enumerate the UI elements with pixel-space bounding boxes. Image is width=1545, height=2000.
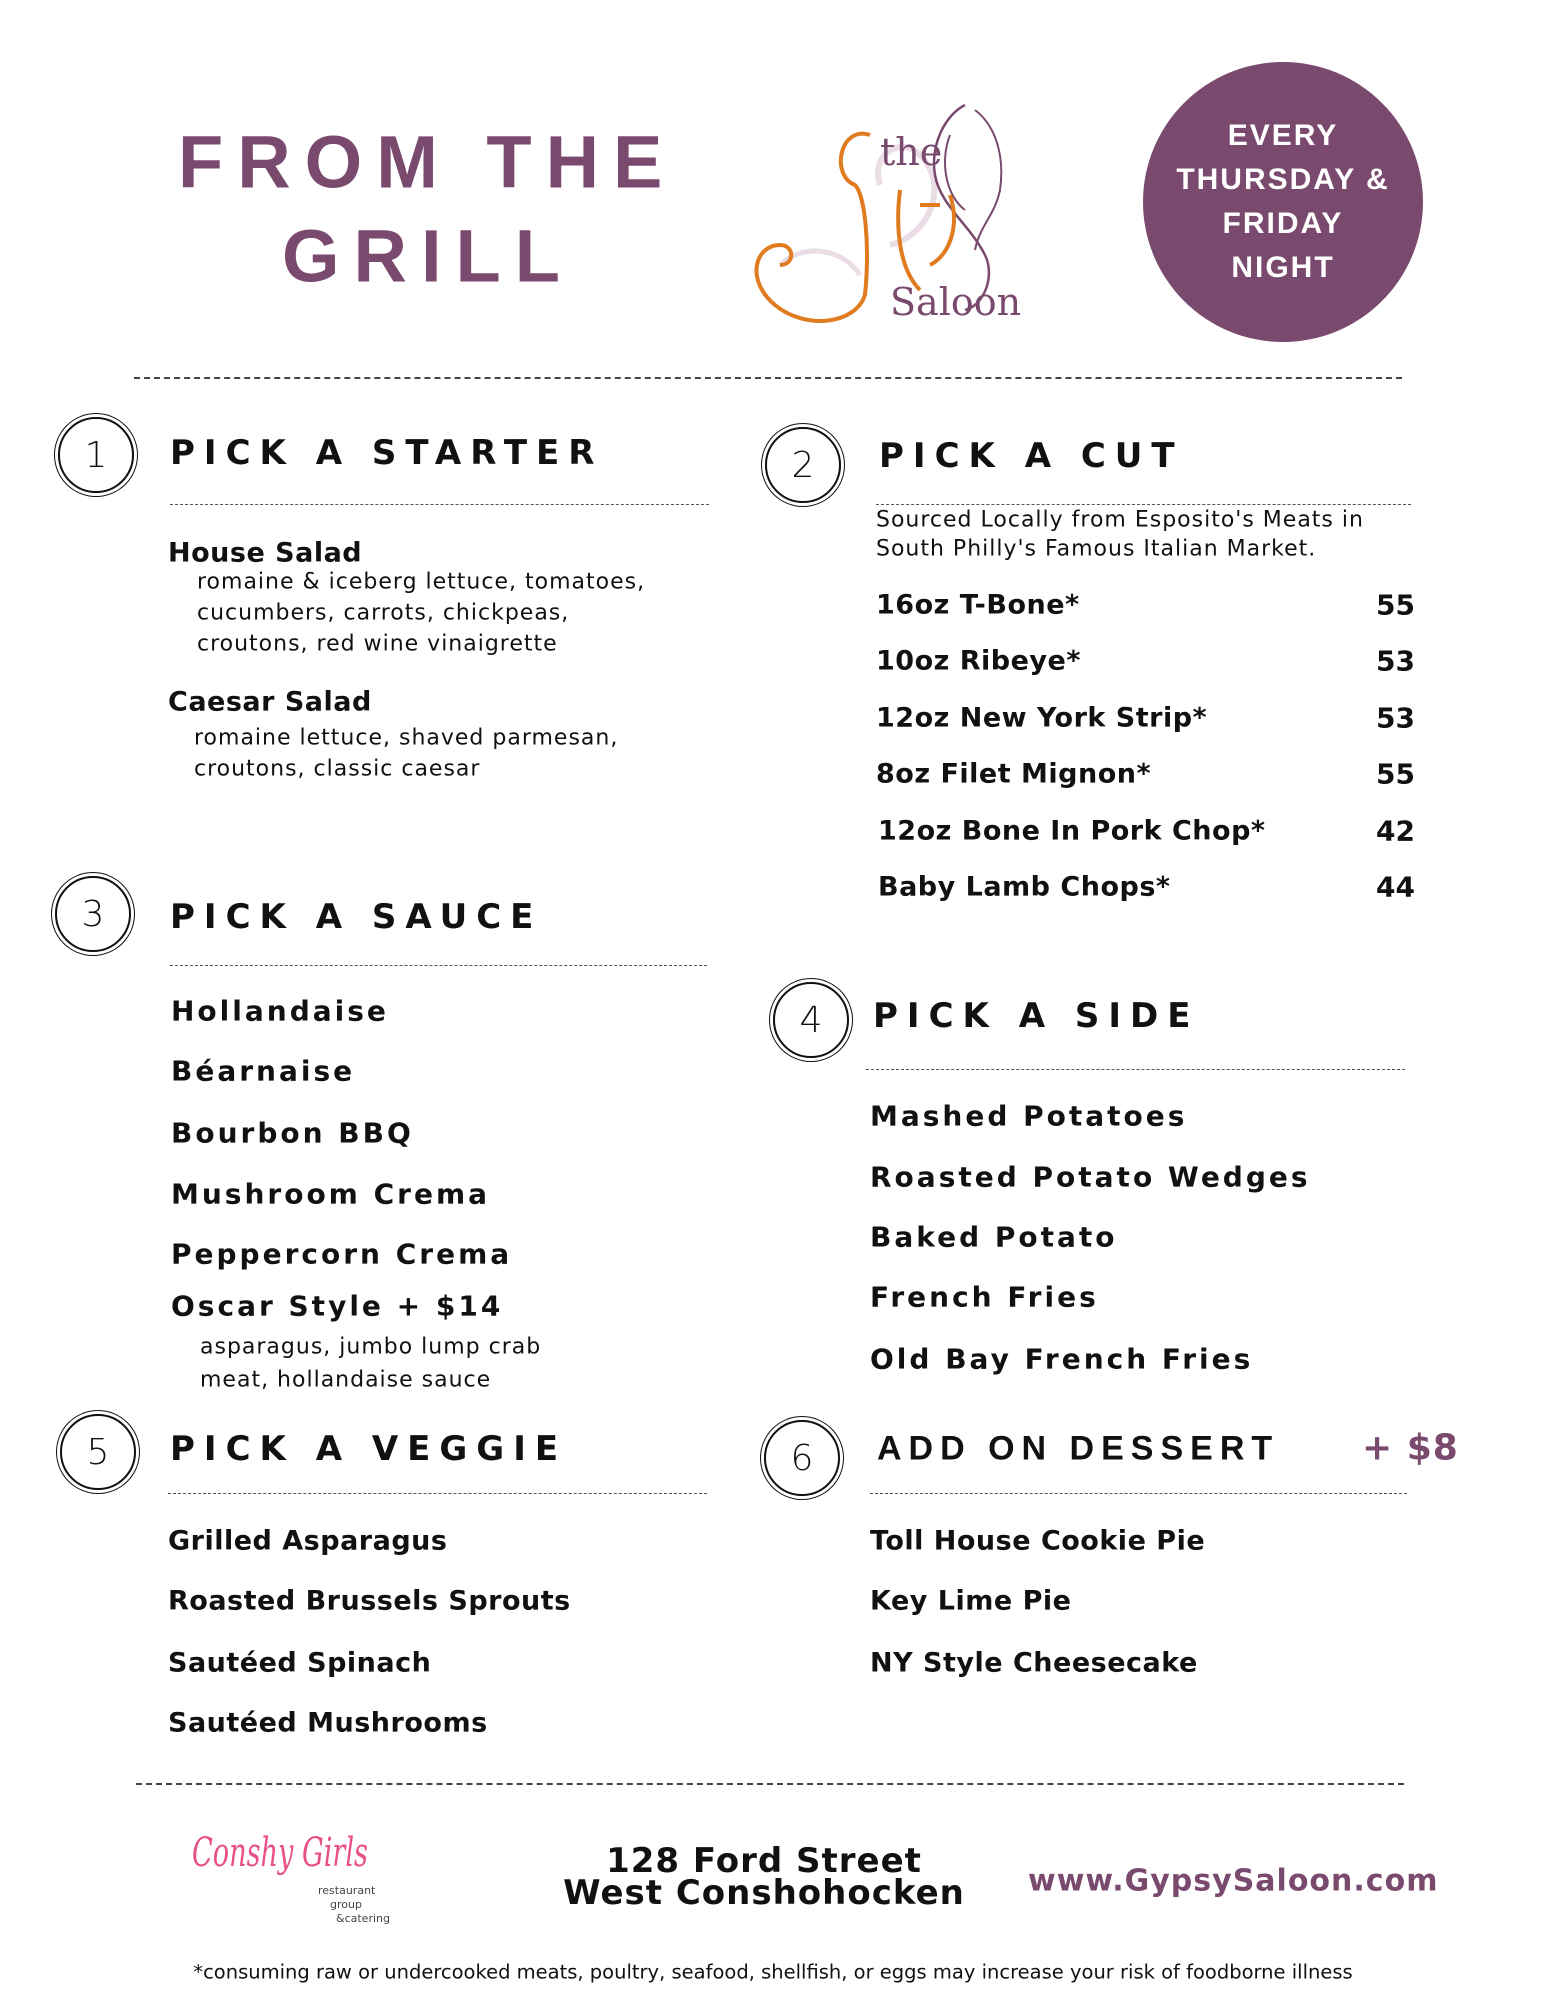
item-description: meat, hollandaise sauce <box>200 1367 492 1393</box>
divider <box>170 504 709 505</box>
item-description: croutons, red wine vinaigrette <box>197 631 558 657</box>
step-number-2: 2 <box>765 427 841 503</box>
item-price: 44 <box>1376 870 1415 904</box>
section-title-cut: PICK A CUT <box>879 436 1184 476</box>
svg-text:group: group <box>330 1898 362 1911</box>
menu-item: Baby Lamb Chops* <box>878 871 1171 903</box>
item-price: 42 <box>1376 814 1415 848</box>
menu-item: Old Bay French Fries <box>870 1342 1254 1376</box>
menu-item: Roasted Brussels Sprouts <box>168 1585 571 1617</box>
divider <box>170 965 707 966</box>
section-title-sauce: PICK A SAUCE <box>170 897 543 937</box>
menu-item: 12oz New York Strip* <box>876 702 1208 734</box>
divider <box>168 1493 707 1494</box>
menu-item: Caesar Salad <box>168 686 372 718</box>
menu-item: Key Lime Pie <box>870 1585 1072 1617</box>
menu-item: 12oz Bone In Pork Chop* <box>878 815 1266 847</box>
menu-item: NY Style Cheesecake <box>870 1647 1198 1679</box>
conshy-girls-logo <box>190 1820 410 1932</box>
item-description: romaine lettuce, shaved parmesan, <box>194 725 619 751</box>
svg-text:the: the <box>880 130 943 174</box>
menu-item: Béarnaise <box>171 1054 356 1088</box>
menu-item: Sautéed Spinach <box>168 1647 432 1679</box>
item-description: croutons, classic caesar <box>194 756 481 782</box>
step-number-5: 5 <box>60 1414 136 1490</box>
svg-text:Conshy Girls: Conshy Girls <box>192 1830 368 1876</box>
badge-line: NIGHT <box>1231 251 1335 284</box>
menu-item: Mushroom Crema <box>171 1177 491 1211</box>
divider <box>134 377 1402 379</box>
menu-item: Toll House Cookie Pie <box>870 1525 1206 1557</box>
menu-item: French Fries <box>870 1280 1099 1314</box>
menu-item: Sautéed Mushrooms <box>168 1707 488 1739</box>
gypsy-saloon-logo <box>720 95 1060 335</box>
item-description: romaine & iceberg lettuce, tomatoes, <box>197 569 646 595</box>
address-line-2: West Conshohocken <box>563 1873 965 1913</box>
divider <box>136 1783 1404 1785</box>
item-description: asparagus, jumbo lump crab <box>200 1334 542 1360</box>
badge-line: FRIDAY <box>1222 207 1344 240</box>
dessert-price: + $8 <box>1362 1427 1459 1469</box>
svg-text:&catering: &catering <box>336 1912 390 1925</box>
menu-item: Grilled Asparagus <box>168 1525 448 1557</box>
item-price: 55 <box>1376 588 1415 622</box>
step-number-3: 3 <box>55 876 131 952</box>
svg-text:restaurant: restaurant <box>318 1884 376 1897</box>
item-price: 53 <box>1376 701 1415 735</box>
section-title-starter: PICK A STARTER <box>170 433 604 473</box>
menu-item: 16oz T-Bone* <box>876 589 1080 621</box>
menu-item: 10oz Ribeye* <box>876 645 1081 677</box>
item-price: 55 <box>1376 757 1415 791</box>
disclaimer: *consuming raw or undercooked meats, poultry, seafood, shellfish, or eggs may increase your risk of foodborne illness <box>193 1960 1353 1984</box>
website-link[interactable]: www.GypsySaloon.com <box>1028 1863 1439 1899</box>
divider <box>870 1493 1407 1494</box>
step-number-4: 4 <box>773 982 849 1058</box>
menu-item: Mashed Potatoes <box>870 1099 1188 1133</box>
divider <box>866 1069 1405 1070</box>
section-title-veggie: PICK A VEGGIE <box>170 1429 568 1469</box>
menu-item: Oscar Style + $14 <box>171 1289 504 1323</box>
schedule-badge <box>1143 62 1423 342</box>
section-title-dessert: ADD ON DESSERT <box>877 1429 1280 1468</box>
menu-item: Peppercorn Crema <box>171 1237 513 1271</box>
menu-item: 8oz Filet Mignon* <box>876 758 1152 790</box>
menu-item: Roasted Potato Wedges <box>870 1160 1311 1194</box>
menu-item: Baked Potato <box>870 1220 1118 1254</box>
badge-line: THURSDAY & <box>1176 163 1390 196</box>
cut-subtitle: South Philly's Famous Italian Market. <box>876 536 1317 562</box>
menu-item: Hollandaise <box>171 994 389 1028</box>
step-number-6: 6 <box>764 1420 840 1496</box>
step-number-1: 1 <box>58 417 134 493</box>
item-description: cucumbers, carrots, chickpeas, <box>197 600 570 626</box>
title-line-1: FROM THE <box>178 120 677 204</box>
section-title-side: PICK A SIDE <box>873 996 1200 1036</box>
title-line-2: GRILL <box>282 214 574 298</box>
menu-item: Bourbon BBQ <box>171 1116 414 1150</box>
menu-item: House Salad <box>168 537 363 569</box>
item-price: 53 <box>1376 644 1415 678</box>
svg-text:Saloon: Saloon <box>890 280 1022 324</box>
badge-line: EVERY <box>1227 119 1339 152</box>
cut-subtitle: Sourced Locally from Esposito's Meats in <box>876 507 1364 533</box>
address-line-1: 128 Ford Street <box>606 1841 922 1881</box>
